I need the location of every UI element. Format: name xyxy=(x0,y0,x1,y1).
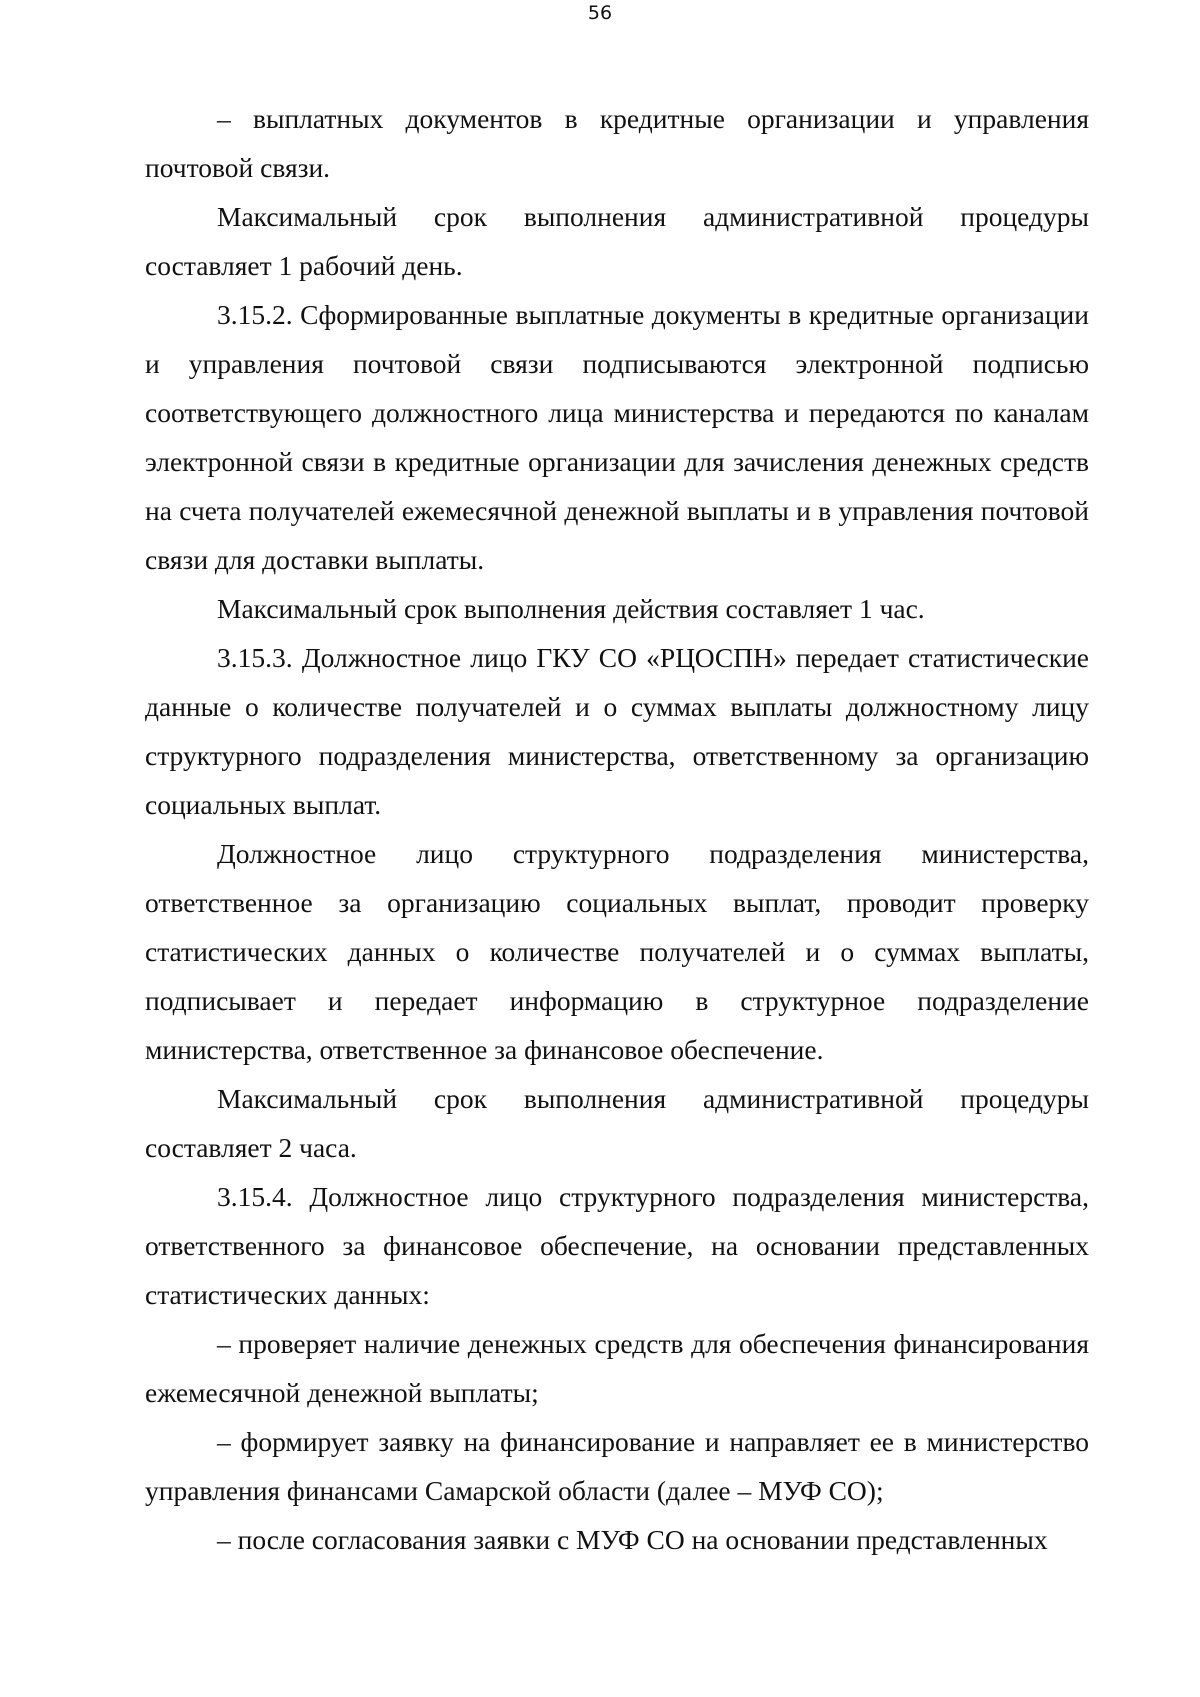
document-body xyxy=(145,94,1089,1564)
paragraph: 3.15.3. Должностное лицо ГКУ СО «РЦОСПН» передает статистические данные о количестве получателей и о суммах выплаты должностному лицу структурного подразделения министерства, ответственному за организацию социальных выплат. xyxy=(145,642,1089,820)
paragraph: Максимальный срок выполнения действия составляет 1 час. xyxy=(217,593,925,624)
list-item: – после согласования заявки с МУФ СО на основании представленных xyxy=(217,1524,1048,1555)
page-number: 56 xyxy=(587,2,613,24)
paragraph: Максимальный срок выполнения административной процедуры составляет 1 рабочий день. xyxy=(145,201,1089,281)
paragraph: 3.15.4. Должностное лицо структурного подразделения министерства, ответственного за финансовое обеспечение, на основании представленных статистических данных: xyxy=(145,1181,1089,1310)
paragraph: – выплатных документов в кредитные организации и управления почтовой связи. xyxy=(145,103,1089,183)
list-item: – проверяет наличие денежных средств для обеспечения финансирования ежемесячной денежной выплаты; xyxy=(145,1328,1089,1408)
list-item: – формирует заявку на финансирование и направляет ее в министерство управления финансами Самарской области (далее – МУФ СО); xyxy=(145,1426,1089,1506)
paragraph: Должностное лицо структурного подразделения министерства, ответственное за организацию социальных выплат, проводит проверку статистических данных о количестве получателей и о суммах выплаты, подписывает и передает информацию в структурное подразделение министерства, ответственное за финансовое обеспечение. xyxy=(145,838,1089,1065)
paragraph: 3.15.2. Сформированные выплатные документы в кредитные организации и управления почтовой связи подписываются электронной подписью соответствующего должностного лица министерства и передаются по каналам электронной связи в кредитные организации для зачисления денежных средств на счета получателей ежемесячной денежной выплаты и в управления почтовой связи для доставки выплаты. xyxy=(145,299,1089,575)
paragraph: Максимальный срок выполнения административной процедуры составляет 2 часа. xyxy=(145,1083,1089,1163)
